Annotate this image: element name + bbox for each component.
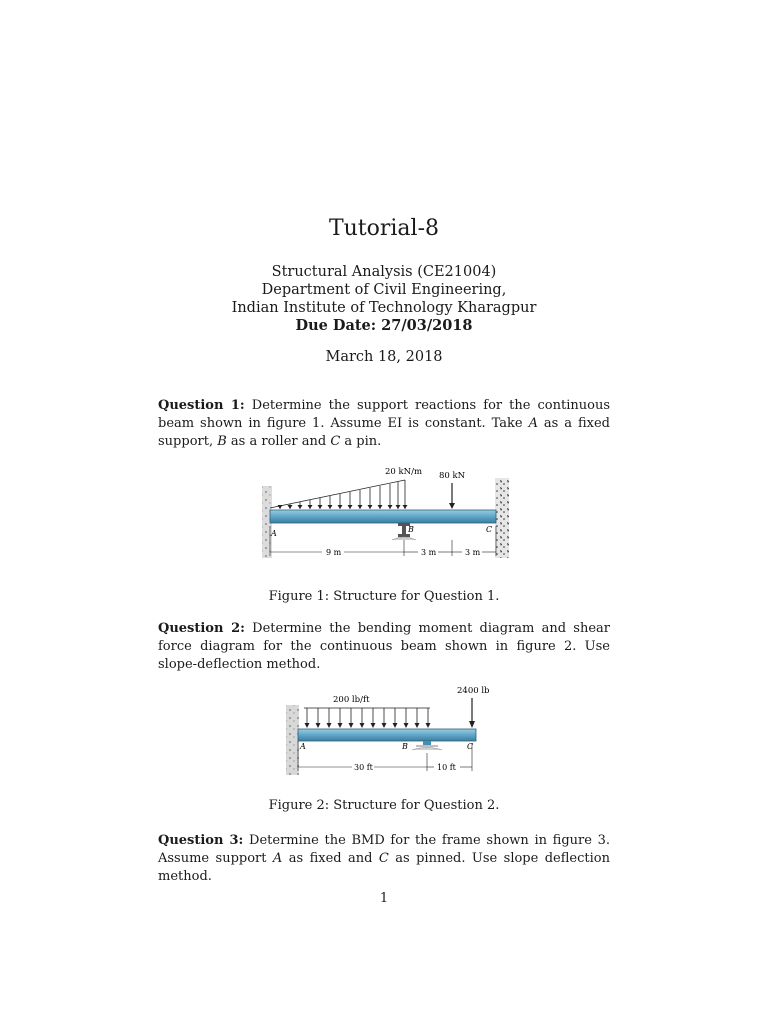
var-a: A	[528, 416, 538, 431]
fig2-load-point-label: 2400 lb	[457, 686, 490, 696]
figure-2-diagram	[280, 683, 495, 778]
question-1-label: Question 1:	[158, 398, 245, 413]
due-date: Due Date: 27/03/2018	[295, 317, 473, 334]
question-2-label: Question 2:	[158, 621, 245, 636]
page-number: 1	[379, 891, 389, 906]
distributed-load-arrows	[307, 708, 428, 727]
fig2-dim-2: 10 ft	[437, 763, 456, 772]
question-3-text: Determine the BMD for the frame shown in figure 3. Assume support	[158, 833, 611, 866]
fig2-label-b: B	[402, 742, 408, 751]
question-2-text: Determine the bending moment diagram and shear force diagram for the continuous beam shown in figure 2. Use slope-deflection method.	[158, 621, 610, 672]
fig1-load-dist-label: 20 kN/m	[385, 467, 423, 477]
fig1-label-c: C	[486, 525, 493, 534]
figure-1-diagram	[240, 458, 530, 573]
fig2-load-dist-label: 200 lb/ft	[333, 695, 370, 705]
figure-1-caption: Figure 1: Structure for Question 1.	[268, 589, 500, 604]
document-date: March 18, 2018	[325, 349, 443, 365]
department-name: Department of Civil Engineering,	[261, 282, 507, 298]
fig1-dimension-lines	[270, 526, 496, 556]
var-c: C	[378, 851, 389, 866]
fig2-label-c: C	[467, 742, 474, 751]
var-a: A	[272, 851, 283, 866]
fig1-label-a: A	[271, 529, 277, 538]
fig1-load-point-label: 80 kN	[439, 471, 466, 481]
figure-2-caption: Figure 2: Structure for Question 2.	[268, 798, 500, 813]
question-1-text-2: as a fixed support,	[158, 416, 610, 449]
fig2-label-a: A	[300, 742, 306, 751]
question-3-text-3: as pinned. Use slope deflection method.	[158, 851, 610, 884]
load-envelope	[270, 480, 405, 508]
question-2	[158, 620, 610, 674]
course-name: Structural Analysis (CE21004)	[271, 264, 497, 280]
fig1-dim-3: 3 m	[465, 548, 481, 557]
question-1	[158, 397, 610, 451]
distributed-load-arrows	[280, 480, 405, 509]
beam	[270, 510, 496, 523]
fig1-dim-2: 3 m	[421, 548, 437, 557]
fig1-dim-1: 9 m	[326, 548, 342, 557]
roller-support-b	[412, 741, 442, 750]
beam	[298, 729, 476, 741]
question-3	[158, 832, 610, 886]
pin-wall-c	[495, 478, 509, 558]
institute-name: Indian Institute of Technology Kharagpur	[231, 300, 537, 316]
fig2-dim-1: 30 ft	[354, 763, 373, 772]
question-1-text: Determine the support reactions for the continuous beam shown in figure 1. Assume EI is constant. Take	[158, 398, 610, 431]
document-title: Tutorial-8	[328, 216, 440, 241]
var-c: C	[330, 434, 341, 449]
question-3-label: Question 3:	[158, 833, 244, 848]
fig1-label-b: B	[408, 525, 414, 534]
question-1-text-3: as a roller and	[226, 434, 331, 449]
question-1-text-4: a pin.	[340, 434, 382, 449]
question-3-text-2: as fixed and	[282, 851, 379, 866]
var-b: B	[217, 434, 227, 449]
fixed-wall-a	[286, 705, 299, 775]
